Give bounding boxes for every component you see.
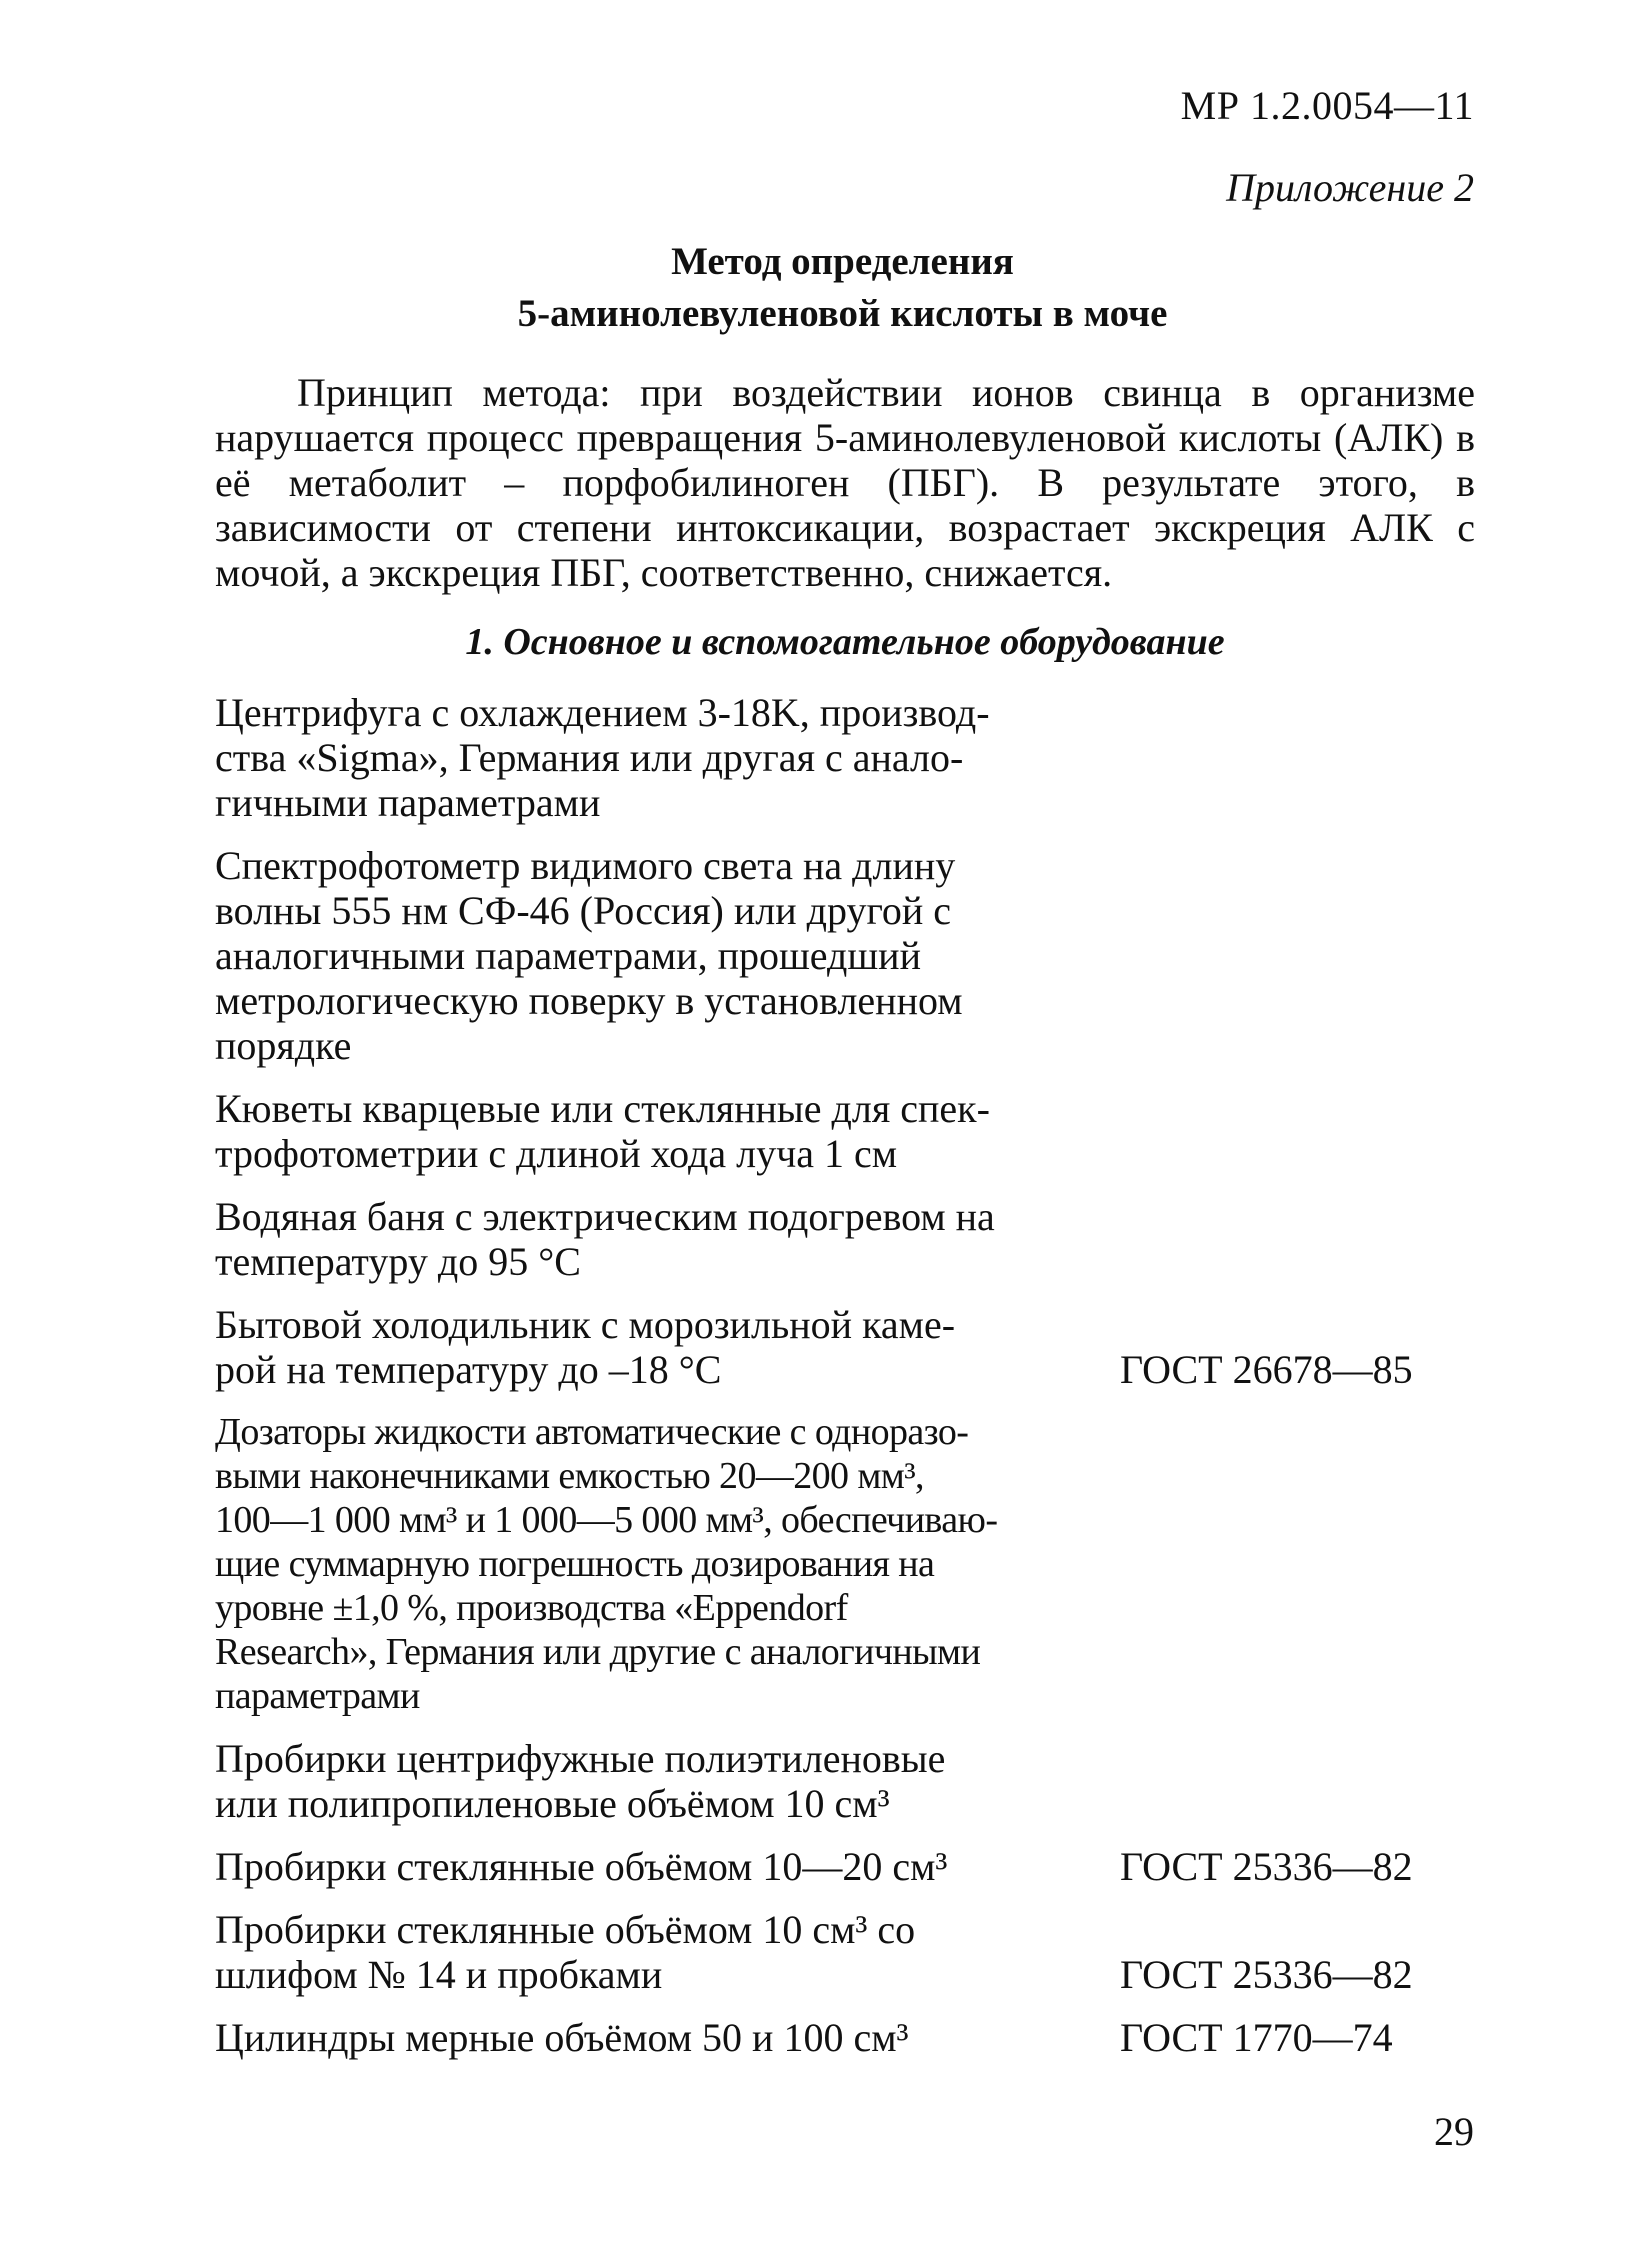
equipment-item: [215, 1302, 1475, 1392]
equipment-item: [215, 2015, 1475, 2060]
title-line-1: Метод определения: [671, 240, 1014, 283]
description-line: Research», Германия или другие с аналогичными: [215, 1631, 981, 1673]
equipment-description: [215, 1410, 1085, 1718]
description-line: 100—1 000 мм³ и 1 000—5 000 мм³, обеспечиваю-: [215, 1499, 998, 1541]
equipment-item: [215, 690, 1475, 825]
description-line: температуру до 95 °С: [215, 1239, 581, 1284]
equipment-description: [215, 1844, 1085, 1889]
description-line: Бытовой холодильник с морозильной каме-: [215, 1302, 956, 1347]
description-line: Пробирки центрифужные полиэтиленовые: [215, 1736, 946, 1781]
equipment-standard: ГОСТ 25336—82: [1120, 1844, 1413, 1889]
description-line: уровне ±1,0 %, производства «Eppendorf: [215, 1587, 848, 1629]
description-line: Кюветы кварцевые или стеклянные для спек-: [215, 1086, 990, 1131]
equipment-standard: ГОСТ 1770—74: [1120, 2015, 1393, 2060]
description-line: Пробирки стеклянные объёмом 10—20 см³: [215, 1844, 948, 1889]
equipment-standard: ГОСТ 26678—85: [1120, 1347, 1413, 1392]
equipment-item: [215, 1194, 1475, 1284]
description-line: аналогичными параметрами, прошедший: [215, 933, 921, 978]
description-line: гичными параметрами: [215, 780, 601, 825]
equipment-item: [215, 1736, 1475, 1826]
equipment-description: [215, 690, 1085, 825]
equipment-description: [215, 843, 1085, 1068]
description-line: рой на температуру до –18 °С: [215, 1347, 722, 1392]
equipment-description: [215, 1736, 1085, 1826]
description-line: Цилиндры мерные объёмом 50 и 100 см³: [215, 2015, 909, 2060]
document-number: МР 1.2.0054—11: [1180, 83, 1474, 128]
equipment-description: [215, 1302, 1085, 1392]
description-line: параметрами: [215, 1675, 420, 1717]
equipment-list: [215, 690, 1475, 2060]
description-line: Водяная баня с электрическим подогревом на: [215, 1194, 995, 1239]
equipment-item: [215, 1086, 1475, 1176]
section-1-heading: 1. Основное и вспомогательное оборудование: [465, 621, 1225, 663]
description-line: Спектрофотометр видимого света на длину: [215, 843, 956, 888]
description-line: волны 555 нм СФ-46 (Россия) или другой с: [215, 888, 952, 933]
page-number: 29: [1434, 2109, 1474, 2154]
description-line: метрологическую поверку в установленном: [215, 978, 963, 1023]
appendix-label: Приложение 2: [1226, 165, 1474, 210]
description-line: шлифом № 14 и пробками: [215, 1952, 663, 1997]
description-line: Дозаторы жидкости автоматические с одноразо-: [215, 1411, 969, 1453]
description-line: выми наконечниками емкостью 20—200 мм³,: [215, 1455, 924, 1497]
equipment-item: [215, 1410, 1475, 1718]
equipment-item: [215, 1844, 1475, 1889]
equipment-description: [215, 1086, 1085, 1176]
description-line: трофотометрии с длиной хода луча 1 см: [215, 1131, 898, 1176]
method-title: [0, 236, 1652, 340]
equipment-standard: ГОСТ 25336—82: [1120, 1952, 1413, 1997]
equipment-description: [215, 1194, 1085, 1284]
description-line: Пробирки стеклянные объёмом 10 см³ со: [215, 1907, 916, 1952]
equipment-item: [215, 843, 1475, 1068]
method-principle-paragraph: Принцип метода: при воздействии ионов свинца в организме нарушается процесс превращения 5-аминолевуленовой кислоты (АЛК) в её метаболит – порфобилиноген (ПБГ). В результате этого, в зависимости от степени интоксикации, возрастает экскреция АЛК с мочой, а экскреция ПБГ, соответственно, снижается.: [215, 370, 1475, 595]
description-line: щие суммарную погрешность дозирования на: [215, 1543, 935, 1585]
equipment-description: [215, 2015, 1085, 2060]
equipment-description: [215, 1907, 1085, 1997]
description-line: порядке: [215, 1023, 352, 1068]
description-line: или полипропиленовые объёмом 10 см³: [215, 1781, 890, 1826]
description-line: ства «Sigma», Германия или другая с анало-: [215, 735, 964, 780]
description-line: Центрифуга с охлаждением 3-18K, производ-: [215, 690, 990, 735]
equipment-item: [215, 1907, 1475, 1997]
title-line-2: 5-аминолевуленовой кислоты в моче: [517, 292, 1168, 335]
